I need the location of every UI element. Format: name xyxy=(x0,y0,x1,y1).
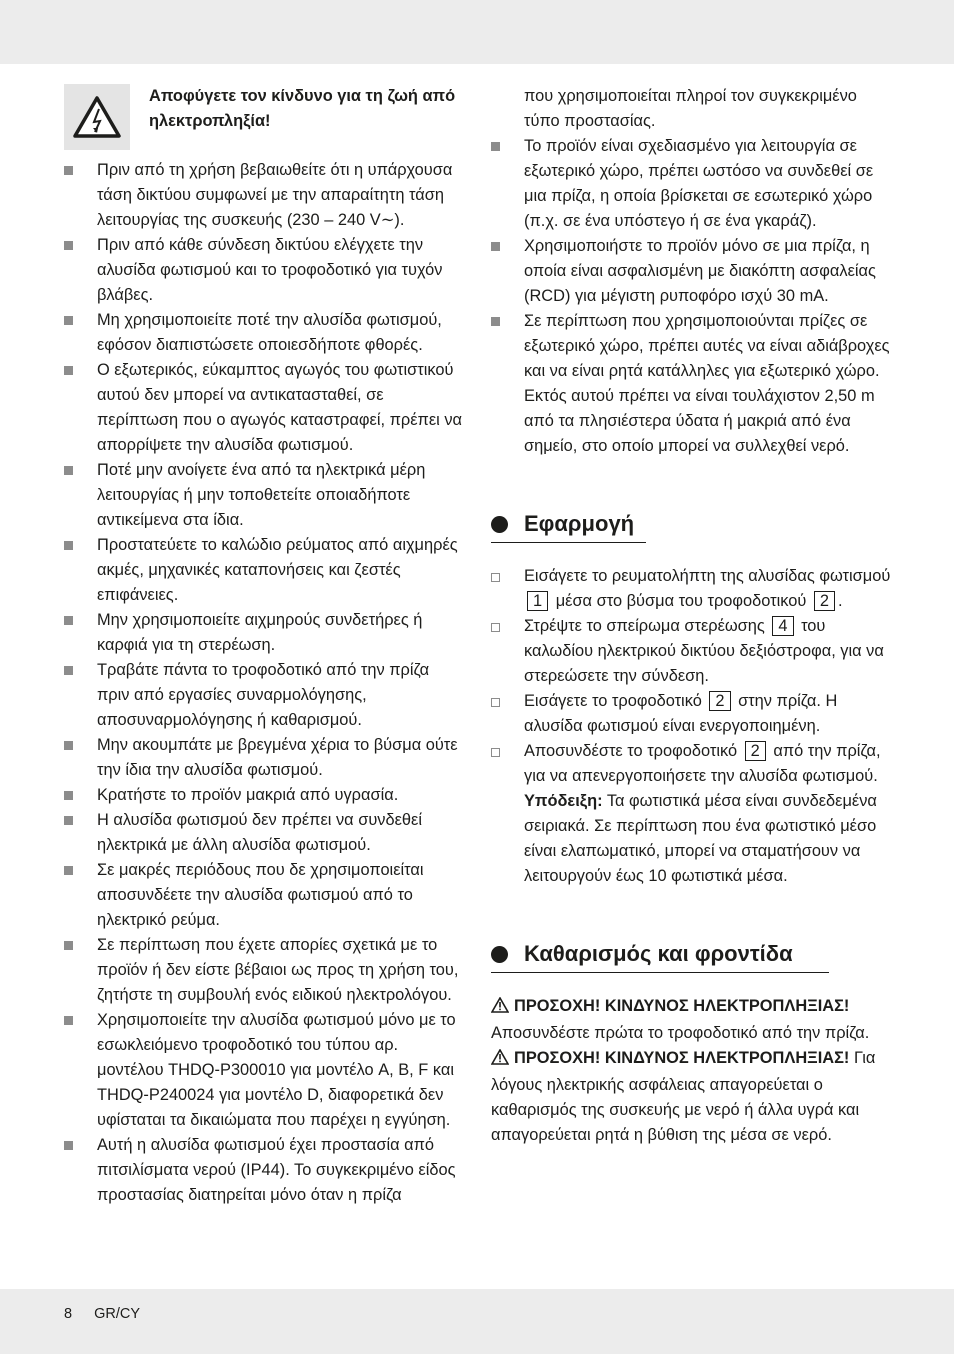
part-reference: 4 xyxy=(772,616,793,636)
list-item: Σε μακρές περιόδους που δε χρησιμοποιείται αποσυνδέετε την αλυσίδα φωτισμού από το ηλεκτρικό ρεύμα. xyxy=(64,858,466,933)
warning-triangle-icon xyxy=(491,996,509,1021)
list-item: Χρησιμοποιήστε το προϊόν μόνο σε μια πρίζα, η οποία είναι ασφαλισμένη με διακόπτη ασφαλείας (RCD) για μέγιστη ρυποφόρο ισχύ 30 mA. xyxy=(491,234,893,309)
right-column xyxy=(491,84,893,1148)
warning-block xyxy=(64,84,466,150)
square-bullet-icon xyxy=(64,666,73,675)
square-bullet-icon xyxy=(491,142,500,151)
square-bullet-icon xyxy=(64,166,73,175)
list-item: Μη χρησιμοποιείτε ποτέ την αλυσίδα φωτισμού, εφόσον διαπιστώσετε οποιεσδήποτε φθορές. xyxy=(64,308,466,358)
country-code: GR/CY xyxy=(94,1306,141,1322)
warning-triangle-icon xyxy=(491,1048,509,1073)
step-item: Εισάγετε το ρευματολήπτη της αλυσίδας φωτισμού 1 μέσα στο βύσμα του τροφοδοτικού 2 . xyxy=(491,564,893,614)
page-number: 8 xyxy=(64,1306,73,1322)
list-item: Κρατήστε το προϊόν μακριά από υγρασία. xyxy=(64,783,466,808)
heading-underline xyxy=(491,542,646,543)
left-column xyxy=(64,84,466,1208)
step-item: Στρέψτε το σπείρωμα στερέωσης 4 του καλωδίου ηλεκτρικού δικτύου δεξιόστροφα, για να στερεώσετε την σύνδεση. xyxy=(491,614,893,689)
part-reference: 2 xyxy=(814,591,835,611)
caution-paragraph: ΠΡΟΣΟΧΗ! ΚΙΝΔΥΝΟΣ ΗΛΕΚΤΡΟΠΛΗΞΙΑΣ! Για λόγους ηλεκτρικής ασφάλειας απαγορεύεται ο καθαρισμός της συσκευής με νερό ή άλλα υγρά και απαγορεύεται ρητά η βύθιση της μέσα σε νερό. xyxy=(491,1049,876,1144)
step-item: Εισάγετε το τροφοδοτικό 2 στην πρίζα. Η αλυσίδα φωτισμού είναι ενεργοποιημένη. xyxy=(491,689,893,739)
list-item: Χρησιμοποιείτε την αλυσίδα φωτισμού μόνο με το εσωκλειόμενο τροφοδοτικό του τύπου αρ. μοντέλου THDQ-P300010 για μοντέλο A, B, F και THDQ-P240024 για μοντέλο D, διαφορετικά δεν υφίσταται τα δικαιώματα που παρέχει η εγγύηση. xyxy=(64,1008,466,1133)
bullet-dot-icon xyxy=(491,516,508,533)
square-bullet-icon xyxy=(64,866,73,875)
list-item: Αυτή η αλυσίδα φωτισμού έχει προστασία από πιτσιλίσματα νερού (IP44). Το συγκεκριμένο είδος προστασίας διατηρείται μόνο όταν η πρίζα xyxy=(64,1133,466,1208)
checkbox-bullet-icon xyxy=(491,573,500,582)
list-item: Μην χρησιμοποιείτε αιχμηρούς συνδετήρες ή καρφιά για τη στερέωση. xyxy=(64,608,466,658)
checkbox-bullet-icon xyxy=(491,748,500,757)
list-item: Σε περίπτωση που έχετε απορίες σχετικά με το προϊόν ή δεν είστε βέβαιοι ως προς τη χρήση του, ζητήστε τη συμβουλή ενός ειδικού ηλεκτρολόγου. xyxy=(64,933,466,1008)
list-item: Ποτέ μην ανοίγετε ένα από τα ηλεκτρικά μέρη λειτουργίας ή μην τοποθετείτε οποιαδήποτε αντικείμενα στα ίδια. xyxy=(64,458,466,533)
checkbox-bullet-icon xyxy=(491,623,500,632)
square-bullet-icon xyxy=(64,1141,73,1150)
square-bullet-icon xyxy=(64,466,73,475)
heading-underline xyxy=(491,972,829,973)
list-item: Τραβάτε πάντα το τροφοδοτικό από την πρίζα πριν από εργασίες συναρμολόγησης, αποσυναρμολόγησης ή καθαρισμού. xyxy=(64,658,466,733)
caution-paragraph: ΠΡΟΣΟΧΗ! ΚΙΝΔΥΝΟΣ ΗΛΕΚΤΡΟΠΛΗΞΙΑΣ! Αποσυνδέστε πρώτα το τροφοδοτικό από την πρίζα. xyxy=(491,997,870,1042)
section-heading-application: Εφαρμογή xyxy=(491,509,893,539)
section-heading-cleaning: Καθαρισμός και φροντίδα xyxy=(491,939,893,969)
list-item: Ο εξωτερικός, εύκαμπτος αγωγός του φωτιστικού αυτού δεν μπορεί να αντικατασταθεί, σε περίπτωση που ο αγωγός καταστραφεί, πρέπει να απορρίψετε την αλυσίδα φωτισμού. xyxy=(64,358,466,458)
square-bullet-icon xyxy=(64,941,73,950)
safety-list-continued xyxy=(491,134,893,459)
square-bullet-icon xyxy=(491,242,500,251)
page-footer xyxy=(64,1302,158,1327)
list-item: Σε περίπτωση που χρησιμοποιούνται πρίζες σε εξωτερικό χώρο, πρέπει αυτές να είναι αδιάβροχες και να είναι ρητά κατάλληλες για εξωτερικό χώρο. Εκτός αυτού πρέπει να είναι τουλάχιστον 2,50 m από τα πλησιέστερα ύδατα ή μακριά από ένα σημείο, στο οποίο μπορεί να συλλεχθεί νερό. xyxy=(491,309,893,459)
list-item: Μην ακουμπάτε με βρεγμένα χέρια το βύσμα ούτε την ίδια την αλυσίδα φωτισμού. xyxy=(64,733,466,783)
list-item: Προστατεύετε το καλώδιο ρεύματος από αιχμηρές ακμές, μηχανικές καταπονήσεις και ζεστές επιφάνειες. xyxy=(64,533,466,608)
note-label: Υπόδειξη: xyxy=(524,792,603,810)
square-bullet-icon xyxy=(64,1016,73,1025)
bullet-dot-icon xyxy=(491,946,508,963)
application-steps xyxy=(491,564,893,789)
square-bullet-icon xyxy=(64,316,73,325)
square-bullet-icon xyxy=(64,791,73,800)
part-reference: 2 xyxy=(709,691,730,711)
square-bullet-icon xyxy=(64,366,73,375)
list-item: Το προϊόν είναι σχεδιασμένο για λειτουργία σε εξωτερικό χώρο, πρέπει ωστόσο να συνδεθεί σε μια πρίζα, η οποία βρίσκεται σε εσωτερικό χώρο (π.χ. σε ένα υπόστεγο ή σε ένα γκαράζ). xyxy=(491,134,893,234)
part-reference: 1 xyxy=(527,591,548,611)
square-bullet-icon xyxy=(64,816,73,825)
square-bullet-icon xyxy=(64,741,73,750)
part-reference: 2 xyxy=(745,741,766,761)
checkbox-bullet-icon xyxy=(491,698,500,707)
square-bullet-icon xyxy=(64,541,73,550)
step-item: Αποσυνδέστε το τροφοδοτικό 2 από την πρίζα, για να απενεργοποιήσετε την αλυσίδα φωτισμού. xyxy=(491,739,893,789)
list-item: Πριν από τη χρήση βεβαιωθείτε ότι η υπάρχουσα τάση δικτύου συμφωνεί με την απαραίτητη τάση λειτουργίας της συσκευής (230 – 240 V∼). xyxy=(64,158,466,233)
square-bullet-icon xyxy=(64,241,73,250)
electric-hazard-warning-icon xyxy=(64,84,130,150)
safety-list xyxy=(64,158,466,1208)
warning-title: Αποφύγετε τον κίνδυνο για τη ζωή από ηλεκτροπληξία! xyxy=(149,87,456,130)
list-item-continuation: που χρησιμοποιείται πληροί τον συγκεκριμένο τύπο προστασίας. xyxy=(524,87,857,130)
header-band xyxy=(0,0,954,64)
list-item: Πριν από κάθε σύνδεση δικτύου ελέγχετε την αλυσίδα φωτισμού και το τροφοδοτικό για τυχόν βλάβες. xyxy=(64,233,466,308)
list-item: Η αλυσίδα φωτισμού δεν πρέπει να συνδεθεί ηλεκτρικά με άλλη αλυσίδα φωτισμού. xyxy=(64,808,466,858)
note-paragraph: Υπόδειξη: Τα φωτιστικά μέσα είναι συνδεδεμένα σειριακά. Σε περίπτωση που ένα φωτιστικό μέσο είναι ελαπωματικό, μπορεί να σταματήσουν να λειτουργούν έως 10 φωτιστικά μέσα. xyxy=(524,792,877,885)
square-bullet-icon xyxy=(491,317,500,326)
square-bullet-icon xyxy=(64,616,73,625)
